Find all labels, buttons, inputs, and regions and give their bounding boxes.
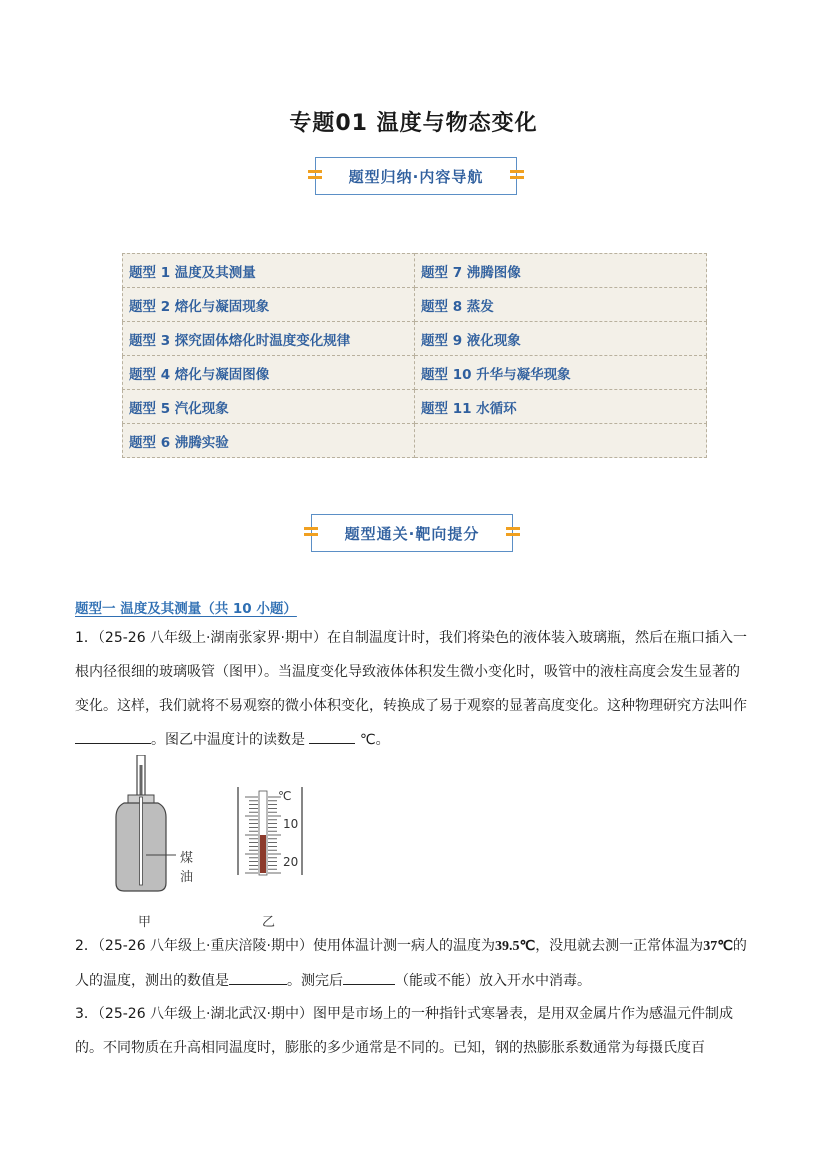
nav-item[interactable]: 题型 1 温度及其测量	[123, 254, 415, 288]
nav-item[interactable]: 题型 2 熔化与凝固现象	[123, 288, 415, 322]
banner-decoration-right	[510, 168, 524, 181]
banner-label: 题型归纳·内容导航	[348, 167, 484, 186]
question-number: 3．	[75, 1006, 98, 1022]
figure-label-yi: 乙	[262, 915, 276, 930]
figure-label-jia: 甲	[138, 915, 152, 930]
question-number: 1．	[75, 630, 98, 646]
question-text: 在自制温度计时，我们将染色的液体装入玻璃瓶，然后在瓶口插入一根内径很细的玻璃吸管（图甲）。当温度变化导致液体体积发生微小变化时，吸管中的液柱高度会发生显著的变化。这样，我们就将不易观察的微小体积变化，转换成了易于观察的显著高度变化。这种物理研究方法叫作	[75, 630, 747, 714]
banner-content-nav	[315, 157, 517, 195]
temperature-value: 39.5℃	[494, 939, 536, 954]
nav-row	[123, 288, 707, 322]
question-text: 使用体温计测一病人的温度为	[312, 938, 495, 954]
thermo-mercury	[260, 835, 266, 873]
question-text: 图甲是市场上的一种指针式寒暑表，是用双金属片作为感温元件制成的。不同物质在升高相同温度时，膨胀的多少通常是不同的。已知，钢的热膨胀系数通常为每摄氏度百	[75, 1006, 733, 1056]
page-title: 专题01 温度与物态变化	[289, 111, 538, 136]
banner-practice	[311, 514, 513, 552]
question-source: （25-26 八年级上·重庆涪陵·期中）	[97, 938, 313, 954]
nav-item[interactable]: 题型 4 熔化与凝固图像	[123, 356, 415, 390]
banner-decoration-left	[304, 525, 318, 538]
nav-item[interactable]: 题型 7 沸腾图像	[415, 254, 707, 288]
thermo-tick-label-20: 20	[283, 855, 299, 869]
question-number: 2．	[75, 938, 98, 954]
question-2	[75, 929, 747, 998]
question-source: （25-26 八年级上·湖北武汉·期中）	[97, 1006, 313, 1022]
banner-label: 题型通关·靶向提分	[344, 524, 480, 543]
nav-row	[123, 322, 707, 356]
answer-blank[interactable]	[343, 968, 395, 985]
answer-blank[interactable]	[229, 968, 287, 985]
question-text: 。测完后	[287, 973, 343, 989]
thermo-unit-label: ℃	[278, 789, 292, 803]
thermo-tick-label-10: 10	[283, 817, 299, 831]
liquid-label: 煤油	[180, 851, 194, 885]
answer-blank[interactable]	[75, 727, 151, 744]
question-text: （能或不能）放入开水中消毒。	[395, 973, 591, 989]
question-text: ℃。	[359, 732, 390, 748]
nav-item[interactable]: 题型 9 液化现象	[415, 322, 707, 356]
answer-blank[interactable]	[309, 727, 355, 744]
question-source: （25-26 八年级上·湖南张家界·期中）	[97, 630, 327, 646]
topic-nav-table	[122, 253, 707, 458]
question-text: ，没甩就去测一正常体温为	[535, 938, 704, 954]
nav-row	[123, 356, 707, 390]
question-1	[75, 621, 747, 757]
nav-item[interactable]: 题型 10 升华与凝华现象	[415, 356, 707, 390]
temperature-value: 37℃	[703, 939, 733, 954]
banner-decoration-right	[506, 525, 520, 538]
nav-item[interactable]: 题型 5 汽化现象	[123, 390, 415, 424]
tube-in-bottle	[140, 797, 143, 885]
question-3	[75, 997, 747, 1065]
nav-item[interactable]: 题型 11 水循环	[415, 390, 707, 424]
nav-item[interactable]: 题型 8 蒸发	[415, 288, 707, 322]
nav-item[interactable]: 题型 6 沸腾实验	[123, 424, 415, 458]
nav-row	[123, 254, 707, 288]
nav-item[interactable]: 题型 3 探究固体熔化时温度变化规律	[123, 322, 415, 356]
nav-row	[123, 424, 707, 458]
banner-decoration-left	[308, 168, 322, 181]
question-text: 。图乙中温度计的读数是	[151, 732, 305, 748]
question-text: 的人的温度，测出的数值是	[75, 938, 747, 989]
nav-item	[415, 424, 707, 458]
nav-row	[123, 390, 707, 424]
section-heading: 题型一 温度及其测量（共 10 小题）	[75, 601, 297, 617]
